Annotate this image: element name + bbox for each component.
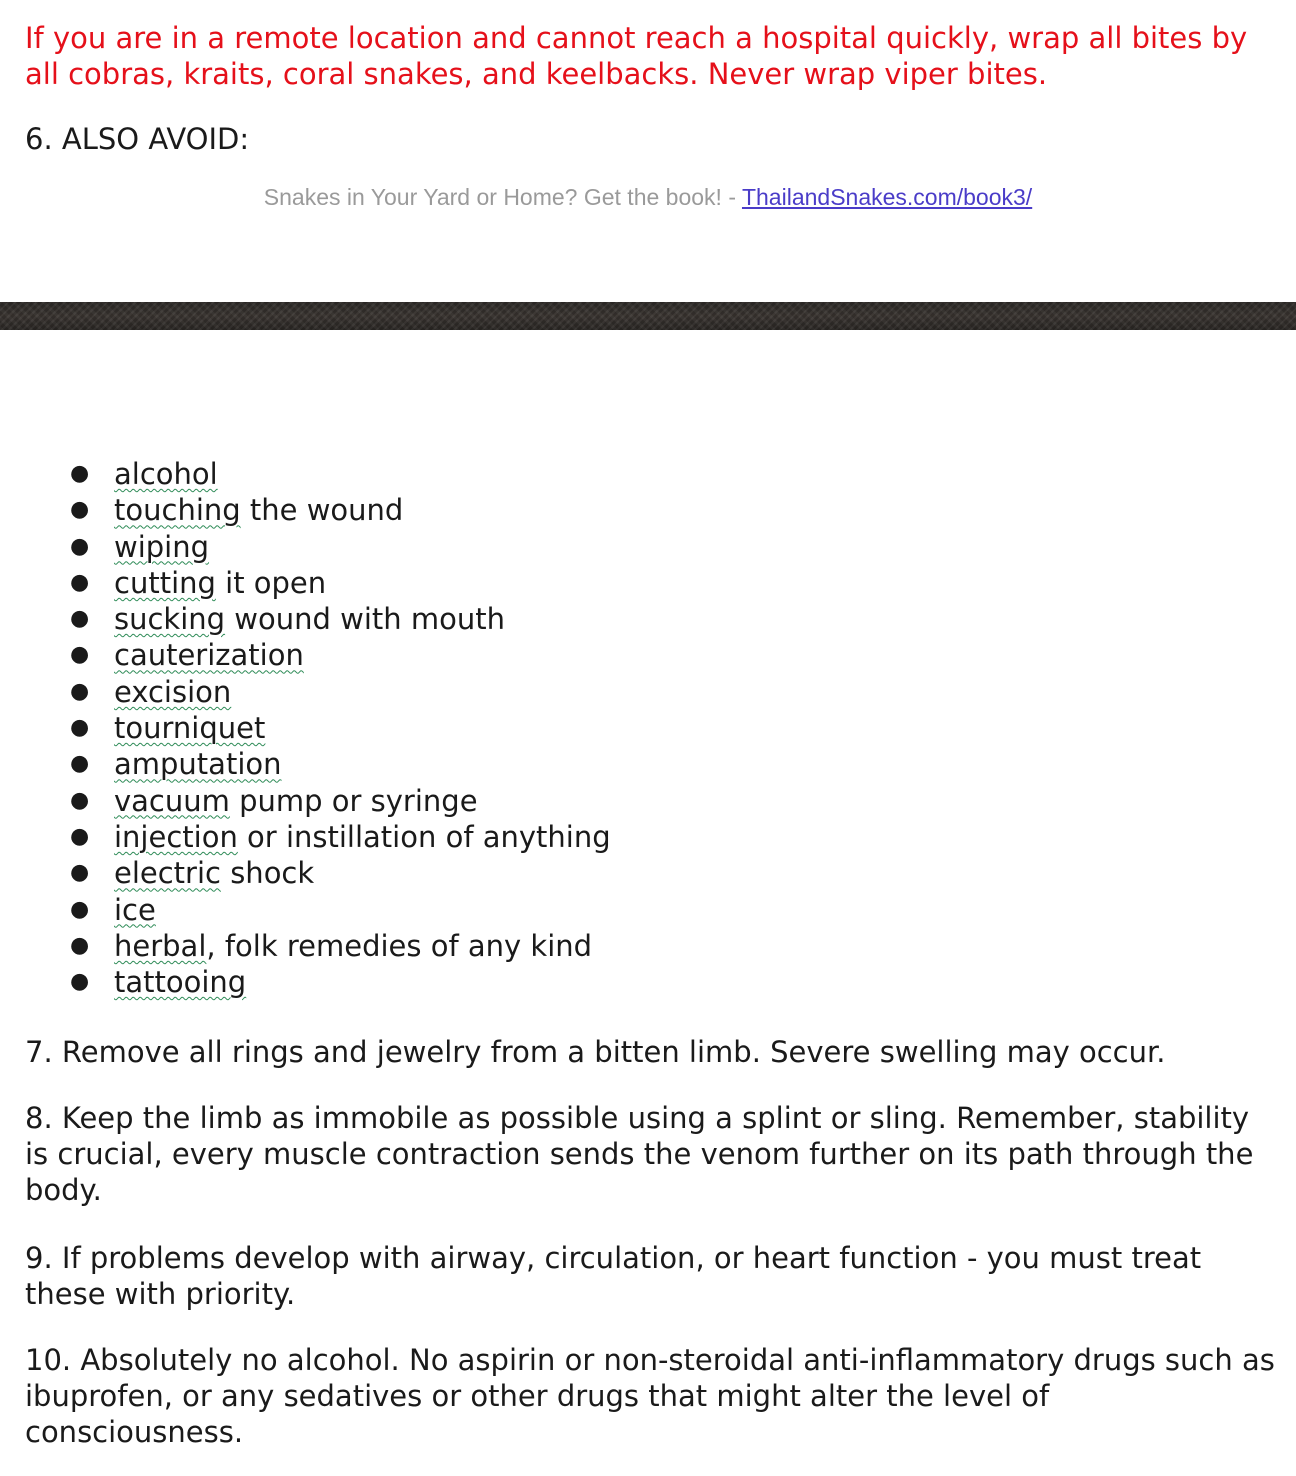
avoid-term: touching xyxy=(114,493,241,528)
bullet-icon: ● xyxy=(70,896,90,922)
avoid-item-ice xyxy=(0,892,611,928)
bullet-icon: ● xyxy=(70,678,90,704)
avoid-item-vacuum xyxy=(0,783,611,819)
book-promo xyxy=(0,181,1296,213)
bullet-icon: ● xyxy=(70,497,90,523)
bullet-icon: ● xyxy=(70,715,90,741)
bullet-icon: ● xyxy=(70,569,90,595)
avoid-term: tourniquet xyxy=(114,711,266,746)
avoid-term: injection xyxy=(114,819,238,854)
avoid-item-tattooing xyxy=(0,964,611,1000)
bullet-icon: ● xyxy=(70,461,90,486)
avoid-rest: shock xyxy=(220,856,315,891)
bullet-icon: ● xyxy=(70,969,90,995)
avoid-item-sucking xyxy=(0,601,611,637)
avoid-item-cauterization xyxy=(0,637,611,673)
avoid-rest: , folk remedies of any kind xyxy=(206,928,593,963)
section-6-heading: 6. ALSO AVOID: xyxy=(25,122,250,156)
bullet-icon: ● xyxy=(70,533,90,559)
bullet-icon: ● xyxy=(70,642,90,668)
avoid-term: alcohol xyxy=(114,457,218,491)
paragraph-8: 8. Keep the limb as immobile as possible using a splint or sling. Remember, stability is crucial, every muscle contraction sends the venom further on its path through the body. xyxy=(25,1101,1254,1207)
avoid-term: ice xyxy=(114,892,156,927)
avoid-item-wiping xyxy=(0,529,611,565)
bullet-icon: ● xyxy=(70,751,90,777)
avoid-rest: the wound xyxy=(240,493,404,528)
avoid-term: herbal xyxy=(114,928,207,963)
paragraph-7: 7. Remove all rings and jewelry from a bitten limb. Severe swelling may occur. xyxy=(25,1035,1166,1069)
bullet-icon: ● xyxy=(70,932,90,958)
avoid-item-injection xyxy=(0,819,611,855)
avoid-term: amputation xyxy=(114,747,282,782)
avoid-term: excision xyxy=(114,674,232,709)
book-link[interactable]: ThailandSnakes.com/book3/ xyxy=(741,184,1033,210)
bullet-icon: ● xyxy=(70,787,90,813)
paragraph-10: 10. Absolutely no alcohol. No aspirin or non-steroidal anti-inflammatory drugs such as ibuprofen, or any sedatives or other drugs that might alter the level of consciousness. xyxy=(25,1343,1275,1449)
avoid-term: cauterization xyxy=(114,638,304,673)
avoid-rest: wound with mouth xyxy=(225,602,506,637)
bullet-icon: ● xyxy=(70,606,90,632)
bullet-icon: ● xyxy=(70,860,90,886)
avoid-item-alcohol xyxy=(0,456,611,492)
avoid-rest: pump or syringe xyxy=(229,783,478,818)
avoid-item-herbal xyxy=(0,928,611,964)
remote-location-warning: If you are in a remote location and cannot reach a hospital quickly, wrap all bites by all cobras, kraits, coral snakes, and keelbacks. Never wrap viper bites. xyxy=(25,21,1248,91)
avoid-term: cutting xyxy=(114,565,216,600)
avoid-term: wiping xyxy=(114,529,210,564)
avoid-item-electric xyxy=(0,855,611,891)
avoid-item-cutting xyxy=(0,565,611,601)
avoid-term: electric xyxy=(114,856,221,891)
paragraph-9: 9. If problems develop with airway, circulation, or heart function - you must treat these with priority. xyxy=(25,1241,1202,1311)
decorative-banner-divider xyxy=(0,302,1296,330)
bullet-icon: ● xyxy=(70,823,90,849)
avoid-rest: it open xyxy=(215,565,327,600)
avoid-list xyxy=(0,456,611,1000)
avoid-item-excision xyxy=(0,674,611,710)
avoid-term: sucking xyxy=(114,602,226,637)
avoid-term: tattooing xyxy=(114,965,247,1000)
avoid-item-tourniquet xyxy=(0,710,611,746)
avoid-term: vacuum xyxy=(114,783,230,818)
avoid-item-amputation xyxy=(0,746,611,782)
avoid-item-touching xyxy=(0,492,611,528)
promo-text: Snakes in Your Yard or Home? Get the book! - xyxy=(263,184,742,210)
avoid-rest: or instillation of anything xyxy=(237,819,611,854)
